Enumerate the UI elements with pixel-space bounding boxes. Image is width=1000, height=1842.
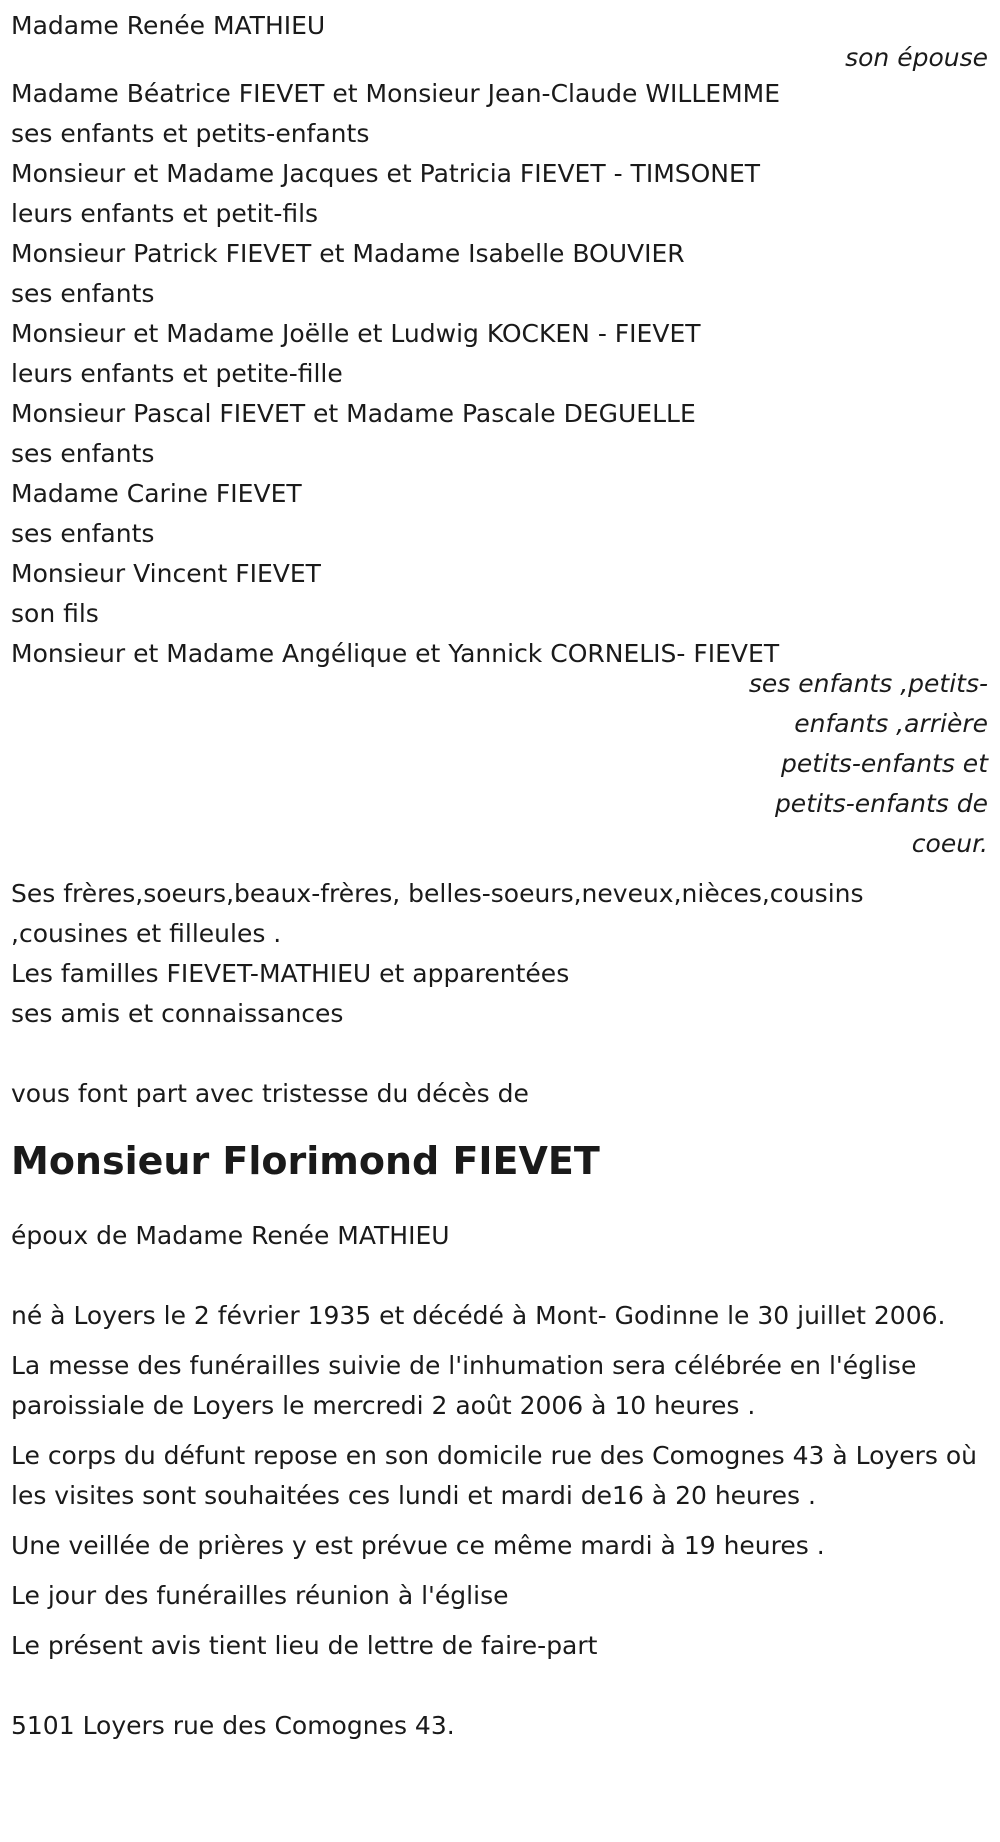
family-line: Monsieur Pascal FIEVET et Madame Pascale DEGUELLE (11, 399, 696, 428)
spouse-name: Madame Renée MATHIEU (11, 11, 326, 40)
obituary-notice (11, 6, 989, 1746)
extended-line: Les familles FIEVET-MATHIEU et apparentées (11, 959, 570, 988)
spouse-role: son épouse (845, 43, 988, 72)
visitation-info: Le corps du défunt repose en son domicile rue des Comognes 43 à Loyers où les visites sont souhaitées ces lundi et mardi de16 à 20 heures . (11, 1441, 977, 1510)
family-line: Monsieur et Madame Jacques et Patricia FIEVET - TIMSONET (11, 159, 761, 188)
notice-info: Le présent avis tient lieu de lettre de faire-part (11, 1631, 598, 1660)
relatives-role: ses enfants ,petits-enfants ,arrière petits-enfants et petits-enfants de coeur. (748, 669, 988, 858)
family-list (11, 74, 989, 674)
family-line: Monsieur Vincent FIEVET (11, 559, 321, 588)
family-line: Madame Carine FIEVET (11, 479, 302, 508)
family-line: Monsieur et Madame Angélique et Yannick CORNELIS- FIEVET (11, 639, 780, 668)
meeting-info: Le jour des funérailles réunion à l'église (11, 1581, 509, 1610)
extended-line: ,cousines et filleules . (11, 919, 282, 948)
spouse-of: époux de Madame Renée MATHIEU (11, 1221, 450, 1250)
funeral-info: La messe des funérailles suivie de l'inhumation sera célébrée en l'église paroissiale de Loyers le mercredi 2 août 2006 à 10 heures . (11, 1351, 917, 1420)
family-line: ses enfants et petits-enfants (11, 119, 370, 148)
address: 5101 Loyers rue des Comognes 43. (11, 1711, 455, 1740)
announcement-intro: vous font part avec tristesse du décès de (11, 1079, 529, 1108)
family-line: son fils (11, 599, 99, 628)
family-line: Monsieur Patrick FIEVET et Madame Isabelle BOUVIER (11, 239, 685, 268)
family-line: Madame Béatrice FIEVET et Monsieur Jean-Claude WILLEMME (11, 79, 781, 108)
family-line: ses enfants (11, 519, 155, 548)
family-line: ses enfants (11, 439, 155, 468)
deceased-name: Monsieur Florimond FIEVET (11, 1139, 600, 1183)
family-line: ses enfants (11, 279, 155, 308)
family-line: leurs enfants et petite-fille (11, 359, 343, 388)
family-line: Monsieur et Madame Joëlle et Ludwig KOCKEN - FIEVET (11, 319, 701, 348)
vigil-info: Une veillée de prières y est prévue ce même mardi à 19 heures . (11, 1531, 825, 1560)
birth-death-info: né à Loyers le 2 février 1935 et décédé à Mont- Godinne le 30 juillet 2006. (11, 1301, 946, 1330)
family-line: leurs enfants et petit-fils (11, 199, 319, 228)
extended-line: Ses frères,soeurs,beaux-frères, belles-soeurs,neveux,nièces,cousins (11, 879, 864, 908)
extended-line: ses amis et connaissances (11, 999, 344, 1028)
extended-family (11, 874, 989, 1034)
